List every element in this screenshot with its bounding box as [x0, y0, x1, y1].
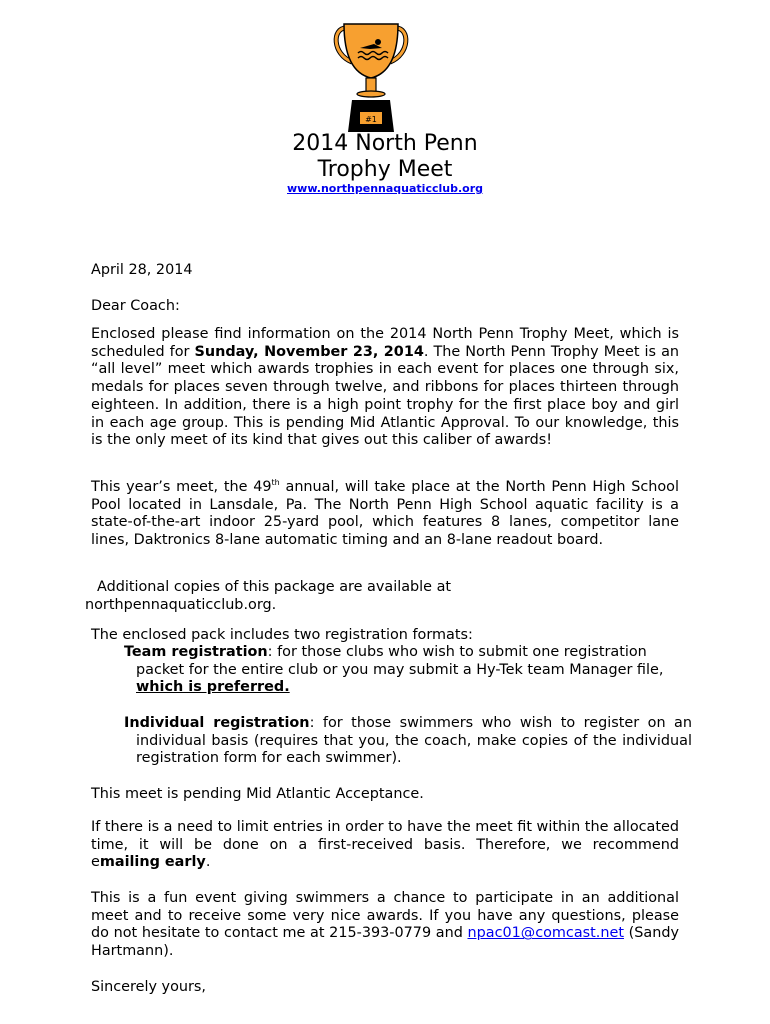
trophy-badge: #1	[365, 115, 377, 124]
meet-date: Sunday, November 23, 2014	[194, 343, 424, 360]
copies-line1: Additional copies of this package are available at	[97, 579, 452, 595]
copies-line2: northpennaquaticclub.org.	[85, 597, 277, 613]
paragraph-pending: This meet is pending Mid Atlantic Acceptance.	[91, 786, 424, 802]
trophy-icon	[330, 18, 412, 134]
letter-date: April 28, 2014	[91, 262, 193, 278]
registration-intro: The enclosed pack includes two registration formats:	[91, 627, 473, 643]
individual-registration-item: Individual registration: for those swimmers who wish to register on an individual basis (requires that you, the coach, make copies of the individual registration form for each swimmer).	[124, 715, 692, 767]
paragraph-limit: If there is a need to limit entries in order to have the meet fit within the allocated time, it will be done on a first-received basis. Therefore, we recommend emailing early.	[91, 819, 679, 871]
salutation: Dear Coach:	[91, 298, 180, 314]
team-registration-item: Team registration: for those clubs who wish to submit one registration packet for the entire club or you may submit a Hy-Tek team Manager file, which is preferred.	[124, 644, 664, 696]
paragraph-contact: This is a fun event giving swimmers a chance to participate in an additional meet and to receive some very nice awards. If you have any questions, please do not hesitate to contact me at 215-393-0779 and npac01@comcast.net (Sandy Hartmann).	[91, 890, 679, 960]
page-title-line2: Trophy Meet	[317, 157, 453, 182]
closing: Sincerely yours,	[91, 979, 206, 995]
page-title-line1: 2014 North Penn	[292, 131, 478, 156]
paragraph-intro: Enclosed please find information on the 2014 North Penn Trophy Meet, which is scheduled for Sunday, November 23, 2014. The North Penn Trophy Meet is an “all level” meet which awards trophies in each event for places one through six, medals for places seven through twelve, and ribbons for places thirteen through eighteen. In addition, there is a high point trophy for the first place boy and girl in each age group. This is pending Mid Atlantic Approval. To our knowledge, this is the only meet of its kind that gives out this caliber of awards!	[91, 326, 680, 449]
website-link[interactable]: www.northpennaquaticclub.org	[287, 182, 483, 195]
paragraph-venue: This year’s meet, the 49th annual, will take place at the North Penn High School Pool located in Lansdale, Pa. The North Penn High School aquatic facility is a state-of-the-art indoor 25-yard pool, which features 8 lanes, competitor lane lines, Daktronics 8-lane automatic timing and an 8-lane readout board.	[91, 478, 679, 549]
contact-email-link[interactable]: npac01@comcast.net	[467, 925, 624, 942]
website-link-wrap	[0, 182, 770, 195]
